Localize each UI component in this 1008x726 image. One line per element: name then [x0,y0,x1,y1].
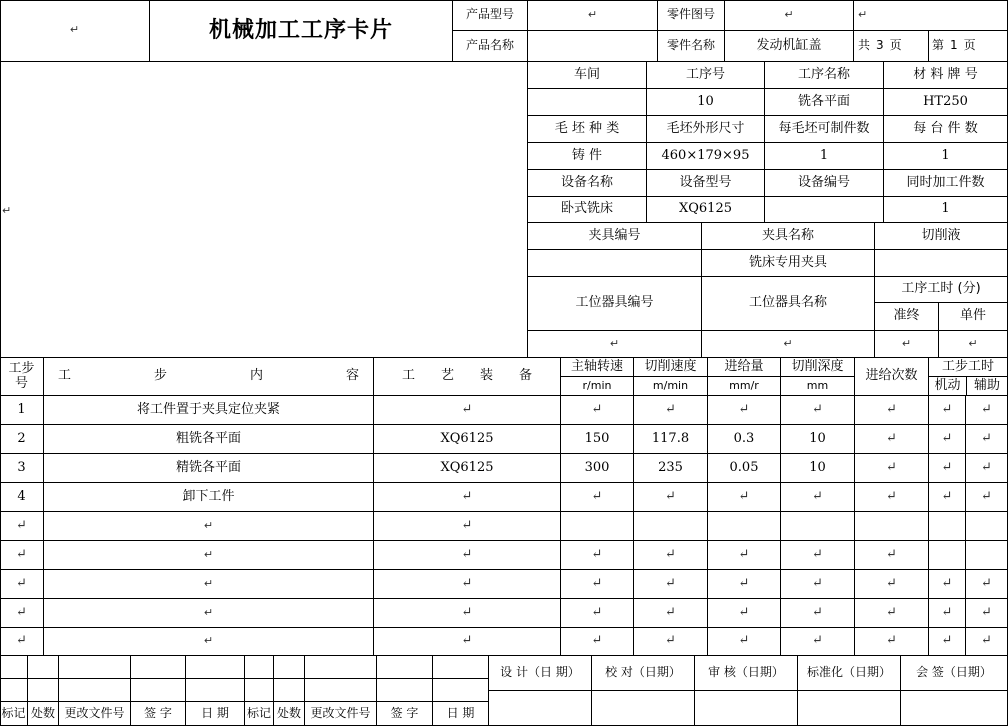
footer-blank-row1[interactable] [377,656,433,679]
step-content[interactable]: 粗铣各平面 [44,425,374,454]
step-spindle-speed[interactable]: ↵ [561,483,634,512]
feed-label: 进给量 [708,358,780,377]
header-top-right-value[interactable]: ↵ [854,0,1008,31]
op-name-value[interactable]: 铣各平面 [765,89,884,116]
feed-header [708,358,781,396]
step-content[interactable]: ↵ [44,599,374,628]
step-no[interactable]: 4 [0,483,44,512]
prep-time-label: 准终 [875,303,939,331]
step-cutting-speed[interactable]: ↵ [634,483,708,512]
step-equipment[interactable]: ↵ [374,541,561,570]
step-feed[interactable]: ↵ [708,396,781,425]
footer-blank-row2[interactable] [186,679,245,702]
step-aux-time[interactable]: ↵ [966,454,1008,483]
step-depth[interactable]: 10 [781,425,855,454]
footer-blank-row1[interactable] [433,656,489,679]
step-spindle-speed[interactable]: 150 [561,425,634,454]
step-spindle-speed[interactable]: 300 [561,454,634,483]
step-no[interactable]: ↵ [0,628,44,656]
step-cutting-speed[interactable]: ↵ [634,541,708,570]
footer-count-2: 处数 [274,702,305,726]
parts-per-unit-value[interactable]: 1 [884,143,1008,170]
footer-count-1: 处数 [28,702,59,726]
footer-change-doc-1: 更改文件号 [59,702,131,726]
step-equipment[interactable]: ↵ [374,599,561,628]
fixture-no-value[interactable] [528,250,702,277]
footer-sign-1: 签 字 [131,702,186,726]
simul-parts-label: 同时加工件数 [884,170,1008,197]
step-feed[interactable] [708,512,781,541]
step-machine-time[interactable]: ↵ [929,483,966,512]
step-equipment[interactable]: ↵ [374,396,561,425]
step-no[interactable]: ↵ [0,570,44,599]
step-depth[interactable]: ↵ [781,396,855,425]
equipment-char-3: 装 [479,368,493,384]
header-left-blank: ↵ [0,0,150,62]
step-passes[interactable]: ↵ [855,396,929,425]
step-feed[interactable]: ↵ [708,541,781,570]
step-no[interactable]: ↵ [0,541,44,570]
parts-per-blank-label: 每毛坯可制件数 [765,116,884,143]
review-label: 审 核（日期） [695,656,798,691]
cutting-speed-header [634,358,708,396]
total-page-unit: 页 [889,38,902,53]
footer-blank-row2[interactable] [131,679,186,702]
footer-blank-row1[interactable] [305,656,377,679]
station-tool-no-label: 工位器具编号 [528,277,702,331]
step-depth[interactable]: ↵ [781,628,855,656]
footer-blank-row2[interactable] [0,679,28,702]
prep-time-value[interactable]: ↵ [875,331,939,358]
blank-size-value[interactable]: 460×179×95 [647,143,765,170]
step-passes[interactable]: ↵ [855,628,929,656]
equip-model-value[interactable]: XQ6125 [647,197,765,223]
equipment-char-4: 备 [518,368,532,384]
step-content[interactable]: ↵ [44,570,374,599]
depth-label: 切削深度 [781,358,854,377]
step-cutting-speed[interactable]: ↵ [634,628,708,656]
fixture-no-label: 夹具编号 [528,223,702,250]
equipment-char-2: 艺 [440,368,454,384]
op-no-value[interactable]: 10 [647,89,765,116]
product-model-label: 产品型号 [453,0,528,31]
step-spindle-speed[interactable]: ↵ [561,541,634,570]
step-feed[interactable]: ↵ [708,570,781,599]
unit-time-label: 单件 [939,303,1008,331]
step-equipment[interactable]: ↵ [374,570,561,599]
step-time-label: 工步工时 [929,358,1007,377]
step-machine-time[interactable]: ↵ [929,599,966,628]
step-passes[interactable]: ↵ [855,570,929,599]
equipment-header [374,358,561,396]
feed-unit: mm/r [729,378,759,392]
step-passes[interactable]: ↵ [855,541,929,570]
step-equipment[interactable]: XQ6125 [374,454,561,483]
equip-no-label: 设备编号 [765,170,884,197]
material-label: 材 料 牌 号 [884,62,1008,89]
step-spindle-speed[interactable] [561,512,634,541]
step-feed[interactable]: 0.05 [708,454,781,483]
part-drawing-value[interactable]: ↵ [725,0,854,31]
step-machine-time[interactable]: ↵ [929,628,966,656]
footer-blank-row1[interactable] [186,656,245,679]
footer-blank-row2[interactable] [245,679,274,702]
material-value[interactable]: HT250 [884,89,1008,116]
total-label: 共 [858,38,871,53]
op-time-label: 工序工时 (分) [875,277,1008,303]
footer-change-doc-2: 更改文件号 [305,702,377,726]
step-depth[interactable]: ↵ [781,541,855,570]
step-passes[interactable]: ↵ [855,599,929,628]
station-tool-name-label: 工位器具名称 [702,277,875,331]
product-name-label: 产品名称 [453,31,528,62]
step-depth[interactable]: ↵ [781,483,855,512]
content-char-3: 内 [249,368,263,384]
step-depth[interactable] [781,512,855,541]
standard-value[interactable] [798,691,901,726]
page-number-cell [929,31,1008,62]
coolant-label: 切削液 [875,223,1008,250]
workshop-label: 车间 [528,62,647,89]
step-feed[interactable]: 0.3 [708,425,781,454]
total-pages: 3 [876,38,884,53]
step-spindle-speed[interactable]: ↵ [561,599,634,628]
step-machine-time[interactable]: ↵ [929,570,966,599]
footer-blank-row2[interactable] [28,679,59,702]
review-value[interactable] [695,691,798,726]
countersign-value[interactable] [901,691,1008,726]
footer-blank-row1[interactable] [0,656,28,679]
page-label: 第 [932,38,945,53]
footer-blank-row2[interactable] [433,679,489,702]
step-passes[interactable]: ↵ [855,425,929,454]
coolant-value[interactable] [875,250,1008,277]
spindle-speed-label: 主轴转速 [561,358,633,377]
step-time-sub [929,377,1007,395]
footer-date-1: 日 期 [186,702,245,726]
step-equipment[interactable]: ↵ [374,512,561,541]
step-no[interactable]: ↵ [0,512,44,541]
step-passes[interactable] [855,512,929,541]
countersign-label: 会 签（日期） [901,656,1008,691]
step-cutting-speed[interactable]: ↵ [634,599,708,628]
design-value[interactable] [489,691,592,726]
step-aux-time[interactable]: ↵ [966,599,1008,628]
footer-date-2: 日 期 [433,702,489,726]
blank-type-value[interactable]: 铸 件 [528,143,647,170]
fixture-name-value[interactable]: 铣床专用夹具 [702,250,875,277]
step-passes[interactable]: ↵ [855,483,929,512]
simul-parts-value[interactable]: 1 [884,197,1008,223]
product-name-value[interactable] [528,31,658,62]
step-content[interactable]: ↵ [44,628,374,656]
step-machine-time[interactable]: ↵ [929,454,966,483]
content-char-4: 容 [345,368,359,384]
step-spindle-speed[interactable]: ↵ [561,396,634,425]
step-spindle-speed[interactable]: ↵ [561,570,634,599]
step-cutting-speed[interactable] [634,512,708,541]
equipment-char-1: 工 [402,368,416,384]
workshop-value[interactable] [528,89,647,116]
step-no[interactable]: ↵ [0,599,44,628]
blank-type-label: 毛 坯 种 类 [528,116,647,143]
footer-blank-row2[interactable] [274,679,305,702]
step-machine-time[interactable] [929,512,966,541]
step-content[interactable]: ↵ [44,512,374,541]
footer-mark-2: 标记 [245,702,274,726]
check-value[interactable] [592,691,695,726]
step-no[interactable]: 1 [0,396,44,425]
step-cutting-speed[interactable]: 235 [634,454,708,483]
step-content[interactable]: 卸下工件 [44,483,374,512]
step-depth[interactable]: ↵ [781,570,855,599]
step-machine-time[interactable] [929,541,966,570]
footer-blank-row2[interactable] [59,679,131,702]
step-equipment[interactable]: ↵ [374,483,561,512]
op-no-label: 工序号 [647,62,765,89]
equip-name-label: 设备名称 [528,170,647,197]
footer-blank-row2[interactable] [377,679,433,702]
equip-no-value[interactable] [765,197,884,223]
step-content[interactable]: ↵ [44,541,374,570]
footer-blank-row2[interactable] [305,679,377,702]
design-label: 设 计（日 期） [489,656,592,691]
step-feed[interactable]: ↵ [708,483,781,512]
step-cutting-speed[interactable]: ↵ [634,396,708,425]
step-time-header [929,358,1008,396]
cutting-speed-label: 切削速度 [634,358,707,377]
cutting-speed-unit: m/min [652,378,689,392]
spindle-speed-unit: r/min [582,378,612,392]
step-feed[interactable]: ↵ [708,599,781,628]
step-content-header [44,358,374,396]
parts-per-blank-value[interactable]: 1 [765,143,884,170]
page-number: 1 [950,38,958,53]
step-cutting-speed[interactable]: 117.8 [634,425,708,454]
step-aux-time[interactable]: ↵ [966,396,1008,425]
step-equipment[interactable]: ↵ [374,628,561,656]
machine-time-label: 机动 [929,377,967,395]
footer-blank-row1[interactable] [59,656,131,679]
step-depth[interactable]: ↵ [781,599,855,628]
step-spindle-speed[interactable]: ↵ [561,628,634,656]
check-label: 校 对（日期） [592,656,695,691]
depth-header [781,358,855,396]
step-content[interactable]: 精铣各平面 [44,454,374,483]
equip-model-label: 设备型号 [647,170,765,197]
step-aux-time[interactable] [966,541,1008,570]
footer-blank-row1[interactable] [28,656,59,679]
step-no[interactable]: 3 [0,454,44,483]
step-depth[interactable]: 10 [781,454,855,483]
part-drawing-label: 零件图号 [658,0,725,31]
step-content[interactable]: 将工件置于夹具定位夹紧 [44,396,374,425]
footer-blank-row1[interactable] [131,656,186,679]
footer-blank-row1[interactable] [245,656,274,679]
sketch-mark: ↵ [2,204,12,217]
process-sketch-area [0,62,528,358]
passes-header: 进给次数 [855,358,929,396]
step-feed[interactable]: ↵ [708,628,781,656]
content-char-2: 步 [153,368,167,384]
station-tool-name-value[interactable]: ↵ [702,331,875,358]
parts-per-unit-label: 每 台 件 数 [884,116,1008,143]
fixture-name-label: 夹具名称 [702,223,875,250]
step-no-header: 工步号 [0,358,44,396]
card-title: 机械加工工序卡片 [150,0,453,62]
step-aux-time[interactable]: ↵ [966,483,1008,512]
step-machine-time[interactable]: ↵ [929,396,966,425]
step-aux-time[interactable]: ↵ [966,628,1008,656]
page-unit: 页 [963,38,976,53]
depth-unit: mm [806,378,829,392]
footer-mark-1: 标记 [0,702,28,726]
standard-label: 标准化（日期） [798,656,901,691]
equip-name-value[interactable]: 卧式铣床 [528,197,647,223]
step-passes[interactable]: ↵ [855,454,929,483]
station-tool-no-value[interactable]: ↵ [528,331,702,358]
step-no[interactable]: 2 [0,425,44,454]
aux-time-label: 辅助 [973,377,1000,393]
part-name-label: 零件名称 [658,31,725,62]
part-name-value[interactable]: 发动机缸盖 [725,31,854,62]
step-aux-time[interactable] [966,512,1008,541]
op-name-label: 工序名称 [765,62,884,89]
footer-sign-2: 签 字 [377,702,433,726]
step-machine-time[interactable]: ↵ [929,425,966,454]
footer-blank-row1[interactable] [274,656,305,679]
spindle-speed-header [561,358,634,396]
unit-time-value[interactable]: ↵ [939,331,1008,358]
step-cutting-speed[interactable]: ↵ [634,570,708,599]
step-aux-time[interactable]: ↵ [966,425,1008,454]
content-char-1: 工 [58,368,72,384]
product-model-value[interactable]: ↵ [528,0,658,31]
step-aux-time[interactable]: ↵ [966,570,1008,599]
blank-size-label: 毛坯外形尺寸 [647,116,765,143]
total-pages-cell [854,31,929,62]
step-equipment[interactable]: XQ6125 [374,425,561,454]
